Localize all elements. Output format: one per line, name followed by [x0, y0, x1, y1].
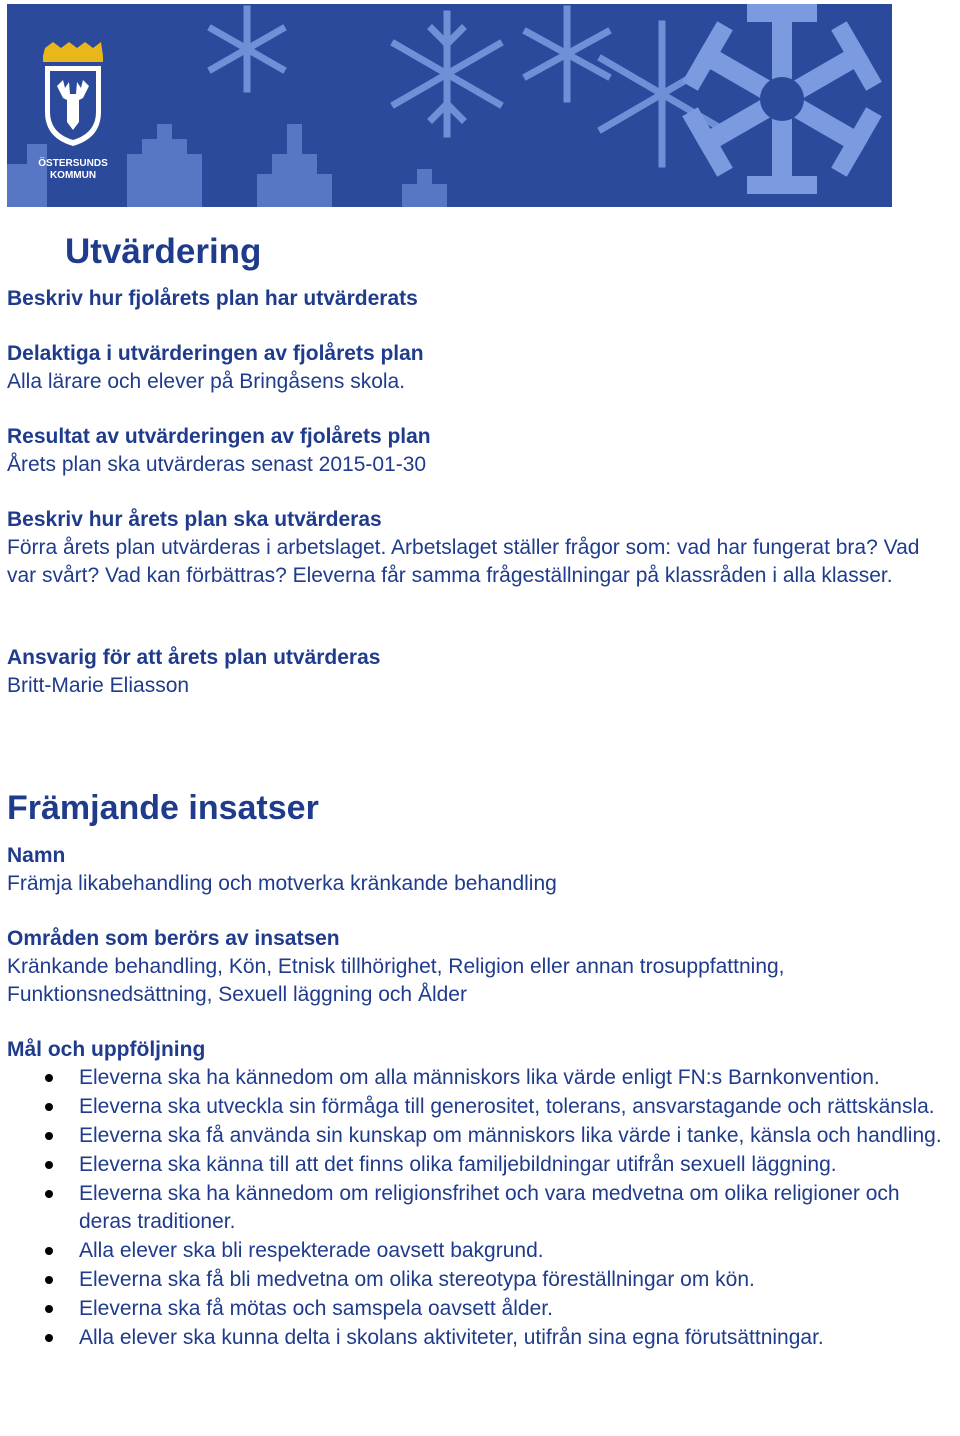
list-item: Alla elever ska kunna delta i skolans aktiviteter, utifrån sina egna förutsättningar. [7, 1324, 957, 1352]
list-item: Eleverna ska få mötas och samspela oavsett ålder. [7, 1295, 957, 1323]
participants-label: Delaktiga i utvärderingen av fjolårets plan [7, 342, 424, 365]
responsible-text: Britt-Marie Eliasson [7, 674, 190, 697]
describe-last-year-label: Beskriv hur fjolårets plan har utvärderats [7, 287, 418, 310]
list-item: Alla elever ska bli respekterade oavsett bakgrund. [7, 1237, 957, 1265]
goals-list [7, 1064, 957, 1353]
name-label: Namn [7, 844, 66, 867]
goals-label: Mål och uppföljning [7, 1038, 206, 1061]
result-text: Årets plan ska utvärderas senast 2015-01-30 [7, 453, 427, 476]
areas-text: Kränkande behandling, Kön, Etnisk tillhörighet, Religion eller annan trosuppfattning, Funktionsnedsättning, Sexuell läggning och Ålder [7, 955, 785, 1006]
describe-this-year-label: Beskriv hur årets plan ska utvärderas [7, 508, 382, 531]
responsible-label: Ansvarig för att årets plan utvärderas [7, 646, 381, 669]
header-banner [7, 4, 892, 207]
list-item: Eleverna ska få bli medvetna om olika stereotypa föreställningar om kön. [7, 1266, 957, 1294]
name-text: Främja likabehandling och motverka kränkande behandling [7, 872, 557, 895]
list-item: Eleverna ska få använda sin kunskap om människors lika värde i tanke, känsla och handling. [7, 1122, 957, 1150]
result-label: Resultat av utvärderingen av fjolårets plan [7, 425, 431, 448]
list-item: Eleverna ska ha kännedom om religionsfrihet och vara medvetna om olika religioner och deras traditioner. [7, 1180, 957, 1236]
list-item: Eleverna ska utveckla sin förmåga till generositet, tolerans, ansvarstagande och rättskänsla. [7, 1093, 957, 1121]
promotion-title: Främjande insatser [7, 789, 319, 827]
list-item: Eleverna ska känna till att det finns olika familjebildningar utifrån sexuell läggning. [7, 1151, 957, 1179]
participants-text: Alla lärare och elever på Bringåsens skola. [7, 370, 406, 393]
svg-text:KOMMUN: KOMMUN [49, 170, 97, 181]
svg-text:ÖSTERSUNDS: ÖSTERSUNDS [38, 158, 108, 169]
areas-label: Områden som berörs av insatsen [7, 927, 340, 950]
evaluation-title: Utvärdering [65, 232, 262, 271]
snowflake-pattern-banner [7, 4, 892, 207]
describe-this-year-text: Förra årets plan utvärderas i arbetslaget. Arbetslaget ställer frågor som: vad har fungerat bra? Vad var svårt? Vad kan förbättras? Eleverna får samma frågeställningar på klassråden i alla klasser. [7, 536, 920, 587]
list-item: Eleverna ska ha kännedom om alla människors lika värde enligt FN:s Barnkonvention. [7, 1064, 957, 1092]
